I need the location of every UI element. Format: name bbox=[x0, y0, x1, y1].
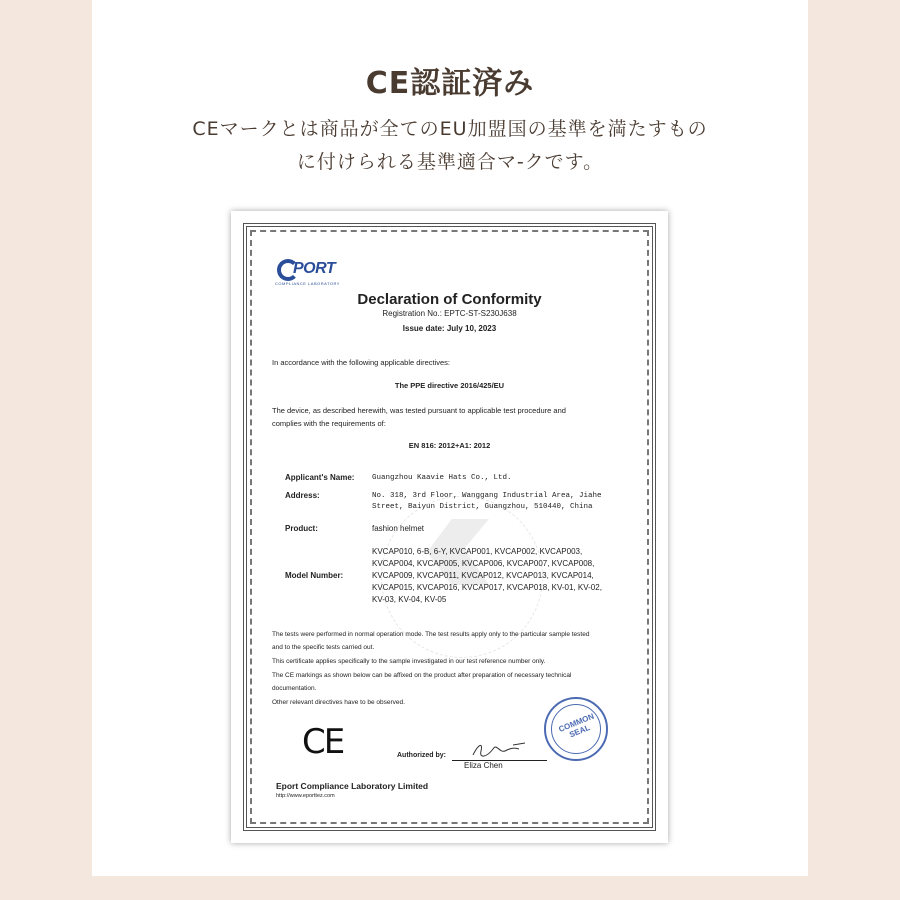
logo-text: PORT bbox=[293, 260, 336, 277]
applicant-label: Applicant's Name: bbox=[285, 473, 355, 482]
note-line: The CE markings as shown below can be affixed on the product after preparation of necessary technical bbox=[272, 672, 572, 679]
note-line: and to the specific tests carried out. bbox=[272, 644, 375, 651]
standard-text: EN 816: 2012+A1: 2012 bbox=[408, 441, 491, 450]
registration-number: Registration No.: EPTC-ST-S230J638 bbox=[382, 309, 517, 318]
logo-subtitle: COMPLIANCE LABORATORY bbox=[275, 281, 340, 286]
tested-line-1: The device, as described herewith, was tested pursuant to applicable test procedure and bbox=[272, 406, 566, 415]
intro-text: In accordance with the following applicable directives: bbox=[272, 358, 451, 367]
issue-date: Issue date: July 10, 2023 bbox=[402, 324, 497, 333]
address-line-1: No. 318, 3rd Floor, Wanggang Industrial Area, Jiahe bbox=[372, 492, 602, 500]
company-name: Eport Compliance Laboratory Limited bbox=[276, 781, 429, 791]
model-line: KV-03, KV-04, KV-05 bbox=[372, 595, 447, 604]
model-label: Model Number: bbox=[285, 571, 344, 580]
product-label: Product: bbox=[285, 524, 318, 533]
signer-name: Eliza Chen bbox=[464, 761, 503, 770]
note-line: documentation. bbox=[272, 685, 317, 692]
address-line-2: Street, Baiyun District, Guangzhou, 510440, China bbox=[372, 503, 593, 511]
page-title: CE認証済み bbox=[365, 66, 535, 101]
applicant-value: Guangzhou Kaavie Hats Co., Ltd. bbox=[372, 474, 512, 482]
note-line: Other relevant directives have to be observed. bbox=[272, 699, 405, 706]
model-line: KVCAP004, KVCAP005, KVCAP006, KVCAP007, KVCAP008, bbox=[372, 559, 595, 568]
model-line: KVCAP009, KVCAP011, KVCAP012, KVCAP013, KVCAP014, bbox=[372, 571, 594, 580]
description-line-1: CEマークとは商品が全てのEU加盟国の基準を満たすもの bbox=[192, 118, 708, 140]
signature-icon bbox=[469, 739, 529, 761]
tested-line-2: complies with the requirements of: bbox=[272, 419, 386, 428]
ce-certificate bbox=[231, 211, 668, 843]
description-line-2: に付けられる基準適合マ-クです。 bbox=[296, 151, 604, 173]
note-line: The tests were performed in normal operation mode. The test results apply only to the particular sample tested bbox=[272, 631, 590, 638]
note-line: This certificate applies specifically to the sample investigated in our test reference number only. bbox=[272, 658, 546, 665]
seal-text: COMMON SEAL bbox=[557, 711, 596, 740]
product-value: fashion helmet bbox=[372, 524, 425, 533]
certificate-title: Declaration of Conformity bbox=[357, 291, 542, 308]
company-website: http://www.eporttez.com bbox=[276, 793, 335, 799]
model-line: KVCAP010, 6-B, 6-Y, KVCAP001, KVCAP002, KVCAP003, bbox=[372, 547, 583, 556]
common-seal-stamp bbox=[544, 697, 608, 761]
directive-text: The PPE directive 2016/425/EU bbox=[394, 381, 505, 390]
ce-mark-icon: CE bbox=[302, 722, 344, 762]
model-line: KVCAP015, KVCAP016, KVCAP017, KVCAP018, KV-01, KV-02, bbox=[372, 583, 602, 592]
authorized-label: Authorized by: bbox=[397, 752, 446, 759]
address-label: Address: bbox=[285, 491, 320, 500]
